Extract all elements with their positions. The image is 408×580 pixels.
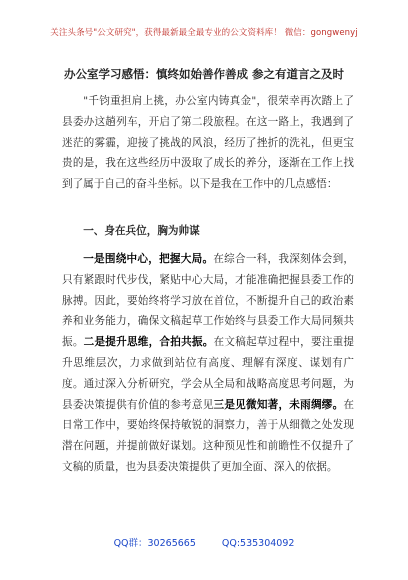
section-heading: 一、身在兵位，胸为帅谋	[83, 225, 200, 237]
header-banner: 关注头条号"公文研究"，获得最新最全最专业的公文资料库！ 微信：gongwenyj	[50, 28, 358, 38]
point-3-text: 在日常工作中，要始终保持敏锐的洞察力，善于从细微之处发现潜在问题，并提前做好谋划。这种预见性和前瞻性不仅提升了文稿的质量，也为县委决策提供了更加全面、深入的依据。	[62, 398, 355, 473]
intro-paragraph: "千钧重担肩上挑，办公室内铸真金"，很荣幸再次踏上了县委办这趟列车，开启了第二段旅程。在这一路上，我遇到了迷茫的雾霾，迎接了挑战的风浪，经历了挫折的洗礼，但更宝贵的是，我在这些经历中汲取了成长的养分，逐渐在工作上找到了属于自己的奋斗坐标。以下是我在工作中的几点感悟：	[62, 95, 354, 191]
section-body-paragraph	[62, 249, 354, 478]
footer-qq-number: QQ:535304092	[221, 538, 295, 549]
point-3-title: 三是见微知著，未雨绸缪。	[213, 398, 344, 411]
point-1-title: 一是围绕中心，把握大局。	[83, 253, 214, 265]
footer-qq-group: QQ群：30265665	[113, 538, 196, 549]
footer-contact	[0, 535, 408, 549]
point-2-text: 在文稿起草过程中，要注重提升思维层次，力求做到站位有高度、理解有深度、谋划有广度。通过深入分析研究，学会从全局和战略高度思考问题，为县委决策提供有价值的参考意见	[62, 336, 355, 411]
point-1-text: 在综合一科，我深刻体会到，只有紧跟时代步伐，紧贴中心大局，才能准确把握县委工作的脉搏。因此，要始终将学习放在首位，不断提升自己的政治素养和业务能力，确保文稿起草工作始终与县委工作大局同频共振。	[62, 253, 354, 349]
document-title: 办公室学习感悟：慎终如始善作善成 参之有道言之及时	[63, 67, 344, 81]
point-2-title: 二是提升思维，合拍共振。	[83, 336, 214, 349]
